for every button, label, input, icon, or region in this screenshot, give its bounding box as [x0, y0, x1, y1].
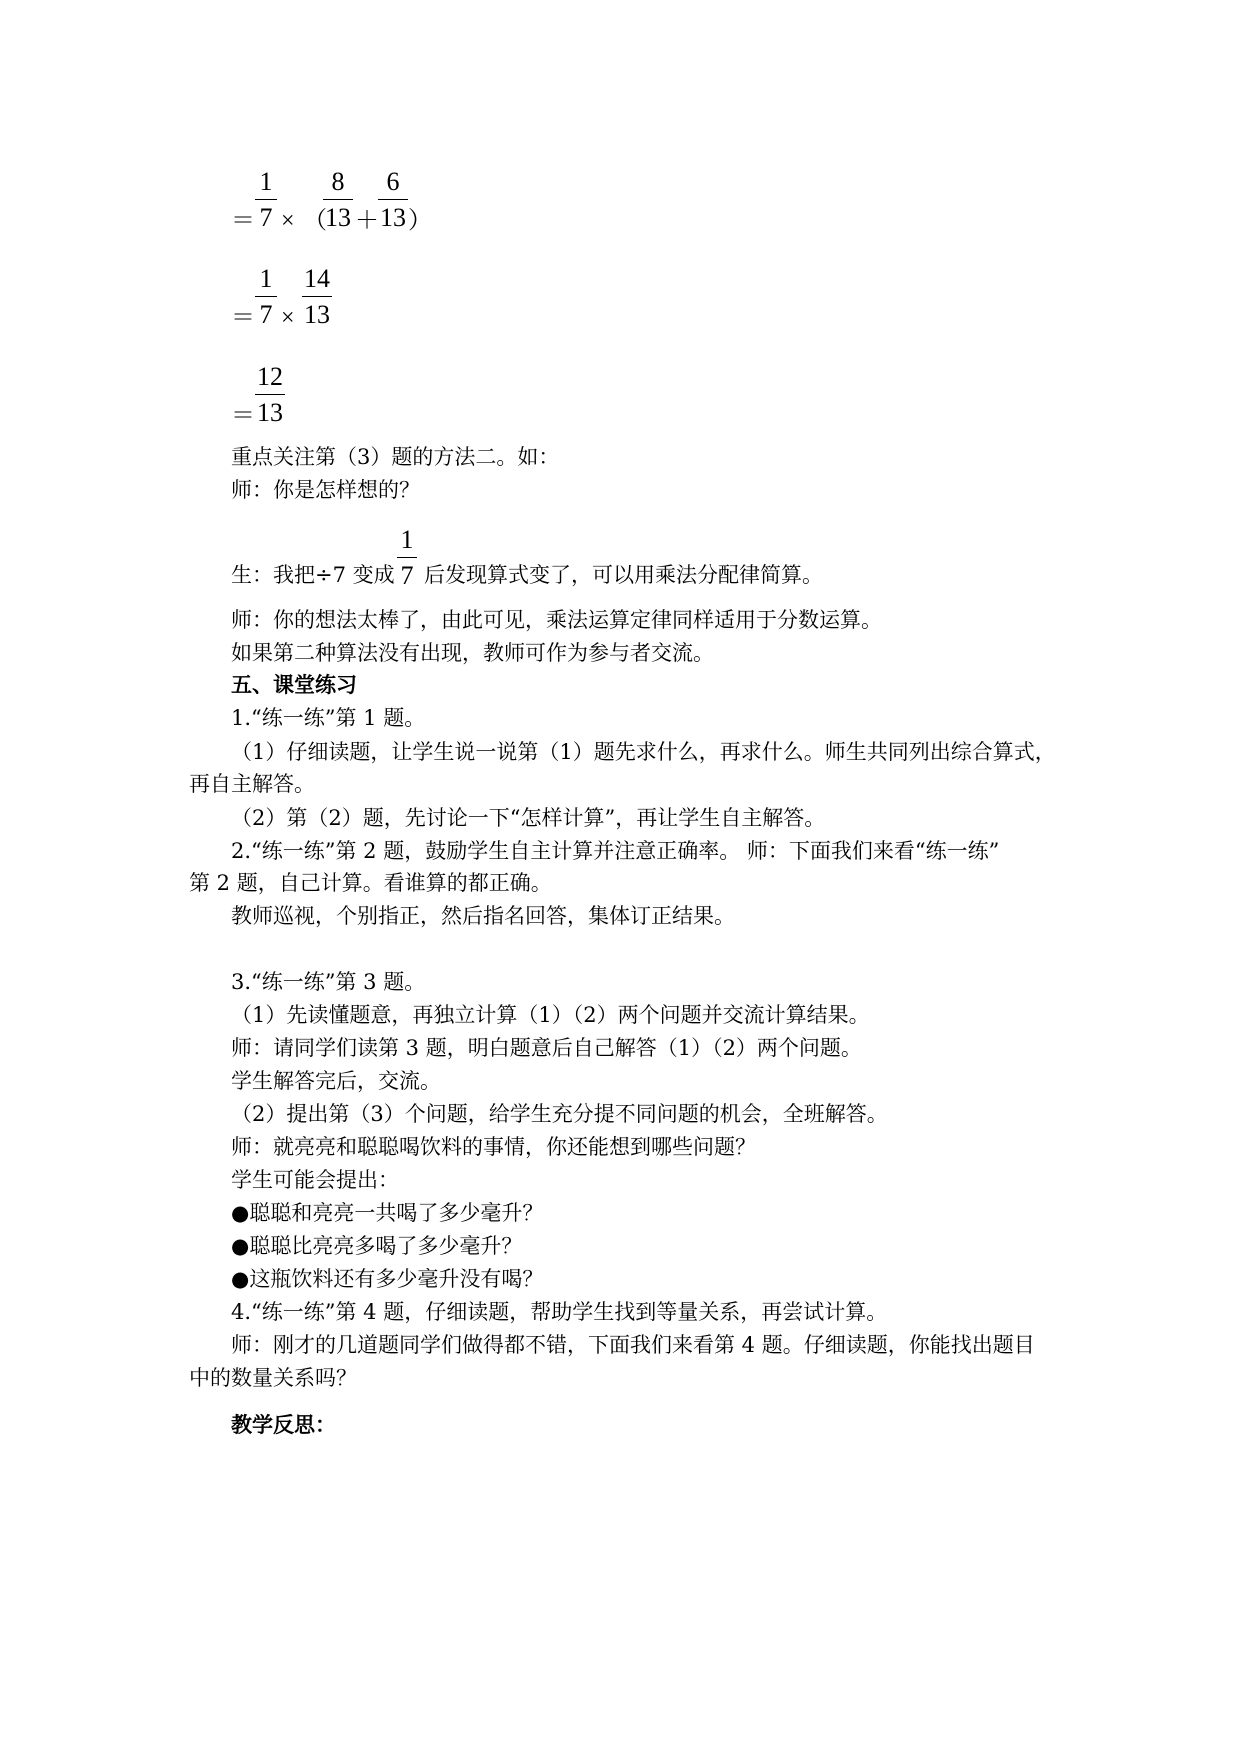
- paragraph: 3.“练一练”第 3 题。: [231, 970, 426, 994]
- list-item: ●聪聪和亮亮一共喝了多少毫升？: [231, 1201, 544, 1225]
- fraction: 6 13: [380, 167, 406, 232]
- plus-sign: ＋: [355, 208, 379, 234]
- list-item: ●这瓶饮料还有多少毫升没有喝？: [231, 1267, 544, 1291]
- section-heading: 教学反思：: [231, 1412, 336, 1437]
- paragraph: 4.“练一练”第 4 题，仔细读题，帮助学生找到等量关系，再尝试计算。: [231, 1300, 888, 1324]
- right-paren: ）: [408, 208, 432, 234]
- fraction: 1 7: [397, 526, 417, 590]
- paragraph: 师：刚才的几道题同学们做得都不错，下面我们来看第 4 题。仔细读题，你能找出题目: [231, 1333, 1035, 1357]
- paragraph: 师：你的想法太棒了，由此可见，乘法运算定律同样适用于分数运算。: [231, 608, 882, 632]
- times-sign: ×: [281, 305, 295, 331]
- paragraph: 师：就亮亮和聪聪喝饮料的事情，你还能想到哪些问题？: [231, 1135, 756, 1159]
- paragraph: （2）提出第（3）个问题，给学生充分提不同问题的机会，全班解答。: [231, 1102, 888, 1126]
- paragraph: 重点关注第（3）题的方法二。如：: [231, 445, 560, 469]
- paragraph: 学生解答完后，交流。: [231, 1069, 441, 1093]
- list-item: ●聪聪比亮亮多喝了多少毫升？: [231, 1234, 523, 1258]
- left-paren: （: [303, 208, 327, 234]
- paragraph: 教师巡视，个别指正，然后指名回答，集体订正结果。: [231, 904, 735, 928]
- fraction: 1 7: [255, 265, 277, 329]
- paragraph: 1.“练一练”第 1 题。: [231, 706, 426, 730]
- paragraph: 学生可能会提出：: [231, 1168, 399, 1192]
- paragraph: （1）仔细读题，让学生说一说第（1）题先求什么，再求什么。师生共同列出综合算式，: [231, 740, 1056, 764]
- times-sign: ×: [281, 208, 295, 234]
- paragraph: 中的数量关系吗？: [189, 1366, 357, 1390]
- fraction: 14 13: [304, 264, 330, 329]
- paragraph: （2）第（2）题，先讨论一下“怎样计算”，再让学生自主解答。: [231, 806, 826, 830]
- paragraph: （1）先读懂题意，再独立计算（1）（2）两个问题并交流计算结果。: [231, 1003, 870, 1027]
- fraction: 1 7: [255, 168, 277, 232]
- equals-sign: ＝: [231, 208, 255, 234]
- paragraph: 2.“练一练”第 2 题，鼓励学生自主计算并注意正确率。 师：下面我们来看“练一练”: [231, 839, 1000, 863]
- paragraph: [231, 562, 395, 588]
- paragraph: 师：你是怎样想的？: [231, 478, 420, 502]
- paragraph: 师：请同学们读第 3 题，明白题意后自己解答（1）（2）两个问题。: [231, 1036, 862, 1060]
- paragraph: 再自主解答。: [189, 772, 315, 796]
- paragraph: 如果第二种算法没有出现，教师可作为参与者交流。: [231, 641, 714, 665]
- equals-sign: ＝: [231, 305, 255, 331]
- equals-sign: ＝: [231, 403, 255, 429]
- section-heading: 五、课堂练习: [231, 672, 357, 697]
- paragraph: 第 2 题，自己计算。看谁算的都正确。: [189, 871, 552, 895]
- fraction: 8 13: [325, 167, 351, 232]
- paragraph-part: 后发现算式变了，可以用乘法分配律简算。: [424, 563, 823, 587]
- fraction: 12 13: [257, 362, 283, 427]
- paragraph-part: 生：我把÷7 变成: [231, 563, 395, 587]
